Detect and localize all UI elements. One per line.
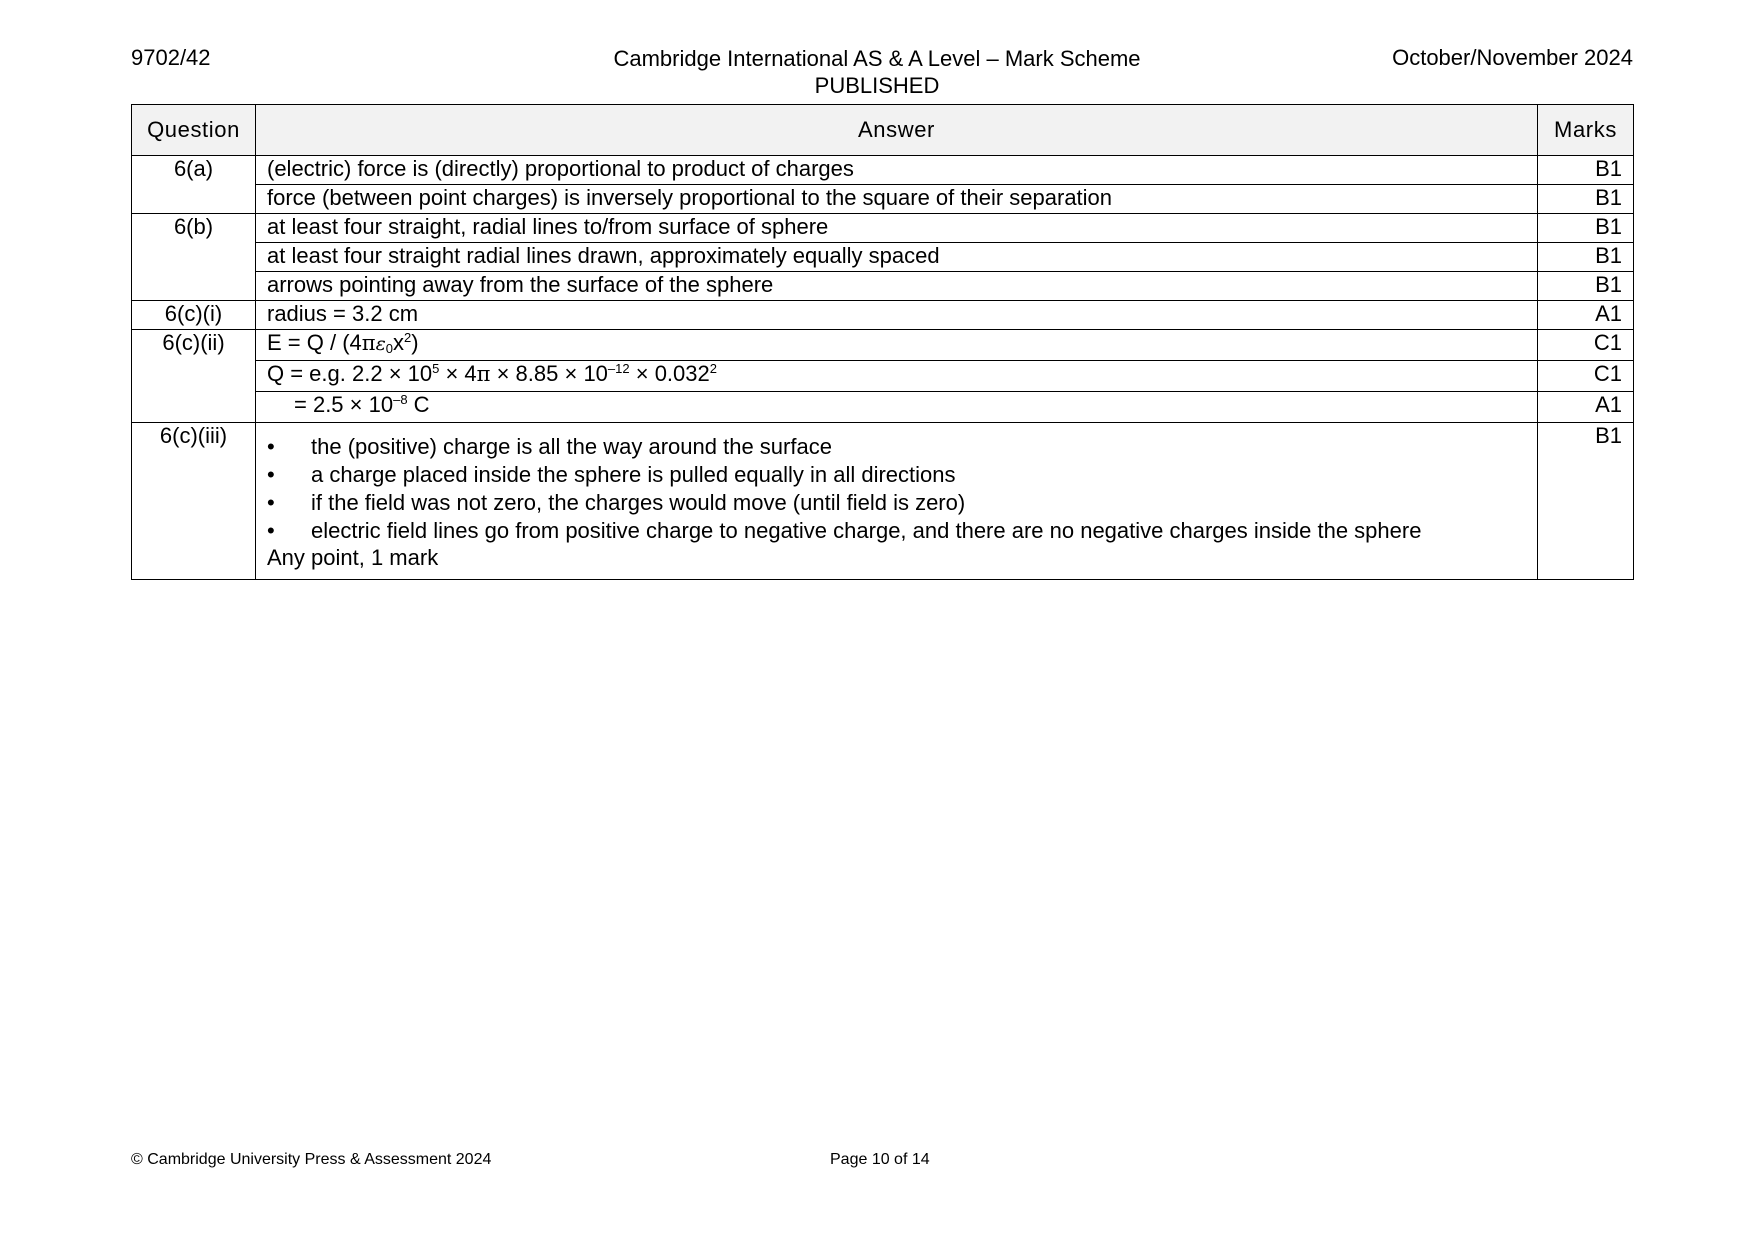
result-unit: C	[407, 392, 430, 417]
table-header-row	[132, 105, 1634, 156]
exam-session: October/November 2024	[1392, 45, 1633, 70]
charge-result	[256, 392, 1538, 423]
page-number: Page 10 of 14	[830, 1151, 930, 1168]
paper-code: 9702/42	[131, 45, 211, 70]
bullet-point: • the (positive) charge is all the way around the surface	[267, 433, 1526, 461]
mark-cell: B1	[1538, 272, 1634, 301]
question-number-6a: 6(a)	[132, 156, 256, 214]
formula-exponent: 2	[404, 330, 412, 345]
result-value: = 2.5 × 10	[294, 392, 394, 417]
table-row	[132, 243, 1634, 272]
table-row	[132, 392, 1634, 423]
table-row	[132, 330, 1634, 361]
epsilon-symbol: ε	[375, 333, 386, 355]
charge-calculation	[256, 361, 1538, 392]
question-number-6cii: 6(c)(ii)	[132, 330, 256, 423]
marking-note: Any point, 1 mark	[267, 545, 439, 570]
calc-part-2: × 4	[439, 361, 477, 386]
table-row	[132, 361, 1634, 392]
copyright-notice: © Cambridge University Press & Assessment 2024	[131, 1151, 492, 1168]
published-label: PUBLISHED	[814, 73, 940, 98]
pi-symbol: π	[476, 362, 491, 386]
formula-close: )	[411, 330, 419, 355]
mark-cell: B1	[1538, 185, 1634, 214]
marks-column-header: Marks	[1538, 105, 1634, 156]
mark-cell: C1	[1538, 361, 1634, 392]
formula-lhs: E = Q / (4	[267, 330, 362, 355]
bullet-point: • a charge placed inside the sphere is pulled equally in all directions	[267, 461, 1526, 489]
answer-bullet-list	[267, 433, 1526, 545]
answer-cell: (electric) force is (directly) proportional to product of charges	[256, 156, 1538, 185]
formula-variable: x	[393, 330, 405, 355]
question-number-6ciii: 6(c)(iii)	[132, 423, 256, 580]
calc-part-1: Q = e.g. 2.2 × 10	[267, 361, 433, 386]
epsilon-subscript: 0	[385, 341, 394, 356]
answer-cell: force (between point charges) is inversely proportional to the square of their separation	[256, 185, 1538, 214]
calc-exponent-1: 5	[432, 361, 440, 376]
bullet-point: • electric field lines go from positive charge to negative charge, and there are no negative charges inside the sphere	[267, 517, 1526, 545]
table-row	[132, 156, 1634, 185]
answer-cell: radius = 3.2 cm	[256, 301, 1538, 330]
mark-cell: C1	[1538, 330, 1634, 361]
table-row	[132, 272, 1634, 301]
calc-part-4: × 0.032	[629, 361, 710, 386]
answer-cell: arrows pointing away from the surface of the sphere	[256, 272, 1538, 301]
calc-part-3: × 8.85 × 10	[490, 361, 608, 386]
calc-exponent-3: 2	[709, 361, 717, 376]
table-row	[132, 301, 1634, 330]
mark-cell: A1	[1538, 301, 1634, 330]
mark-cell: B1	[1538, 423, 1634, 580]
answer-cell: at least four straight radial lines drawn, approximately equally spaced	[256, 243, 1538, 272]
result-exponent: –8	[393, 392, 408, 407]
table-row	[132, 185, 1634, 214]
field-strength-formula	[256, 330, 1538, 361]
question-number-6ci: 6(c)(i)	[132, 301, 256, 330]
calc-exponent-2: –12	[607, 361, 630, 376]
document-title-text: Cambridge International AS & A Level – Mark Scheme	[613, 46, 1141, 71]
answer-column-header: Answer	[256, 105, 1538, 156]
mark-cell: A1	[1538, 392, 1634, 423]
mark-cell: B1	[1538, 156, 1634, 185]
table-row	[132, 214, 1634, 243]
bullet-point: • if the field was not zero, the charges would move (until field is zero)	[267, 489, 1526, 517]
answer-cell	[256, 423, 1538, 580]
mark-cell: B1	[1538, 243, 1634, 272]
mark-scheme-table	[131, 104, 1634, 580]
table-row	[132, 423, 1634, 580]
pi-symbol: π	[361, 331, 376, 355]
question-number-6b: 6(b)	[132, 214, 256, 301]
mark-cell: B1	[1538, 214, 1634, 243]
answer-cell: at least four straight, radial lines to/from surface of sphere	[256, 214, 1538, 243]
question-column-header: Question	[132, 105, 256, 156]
